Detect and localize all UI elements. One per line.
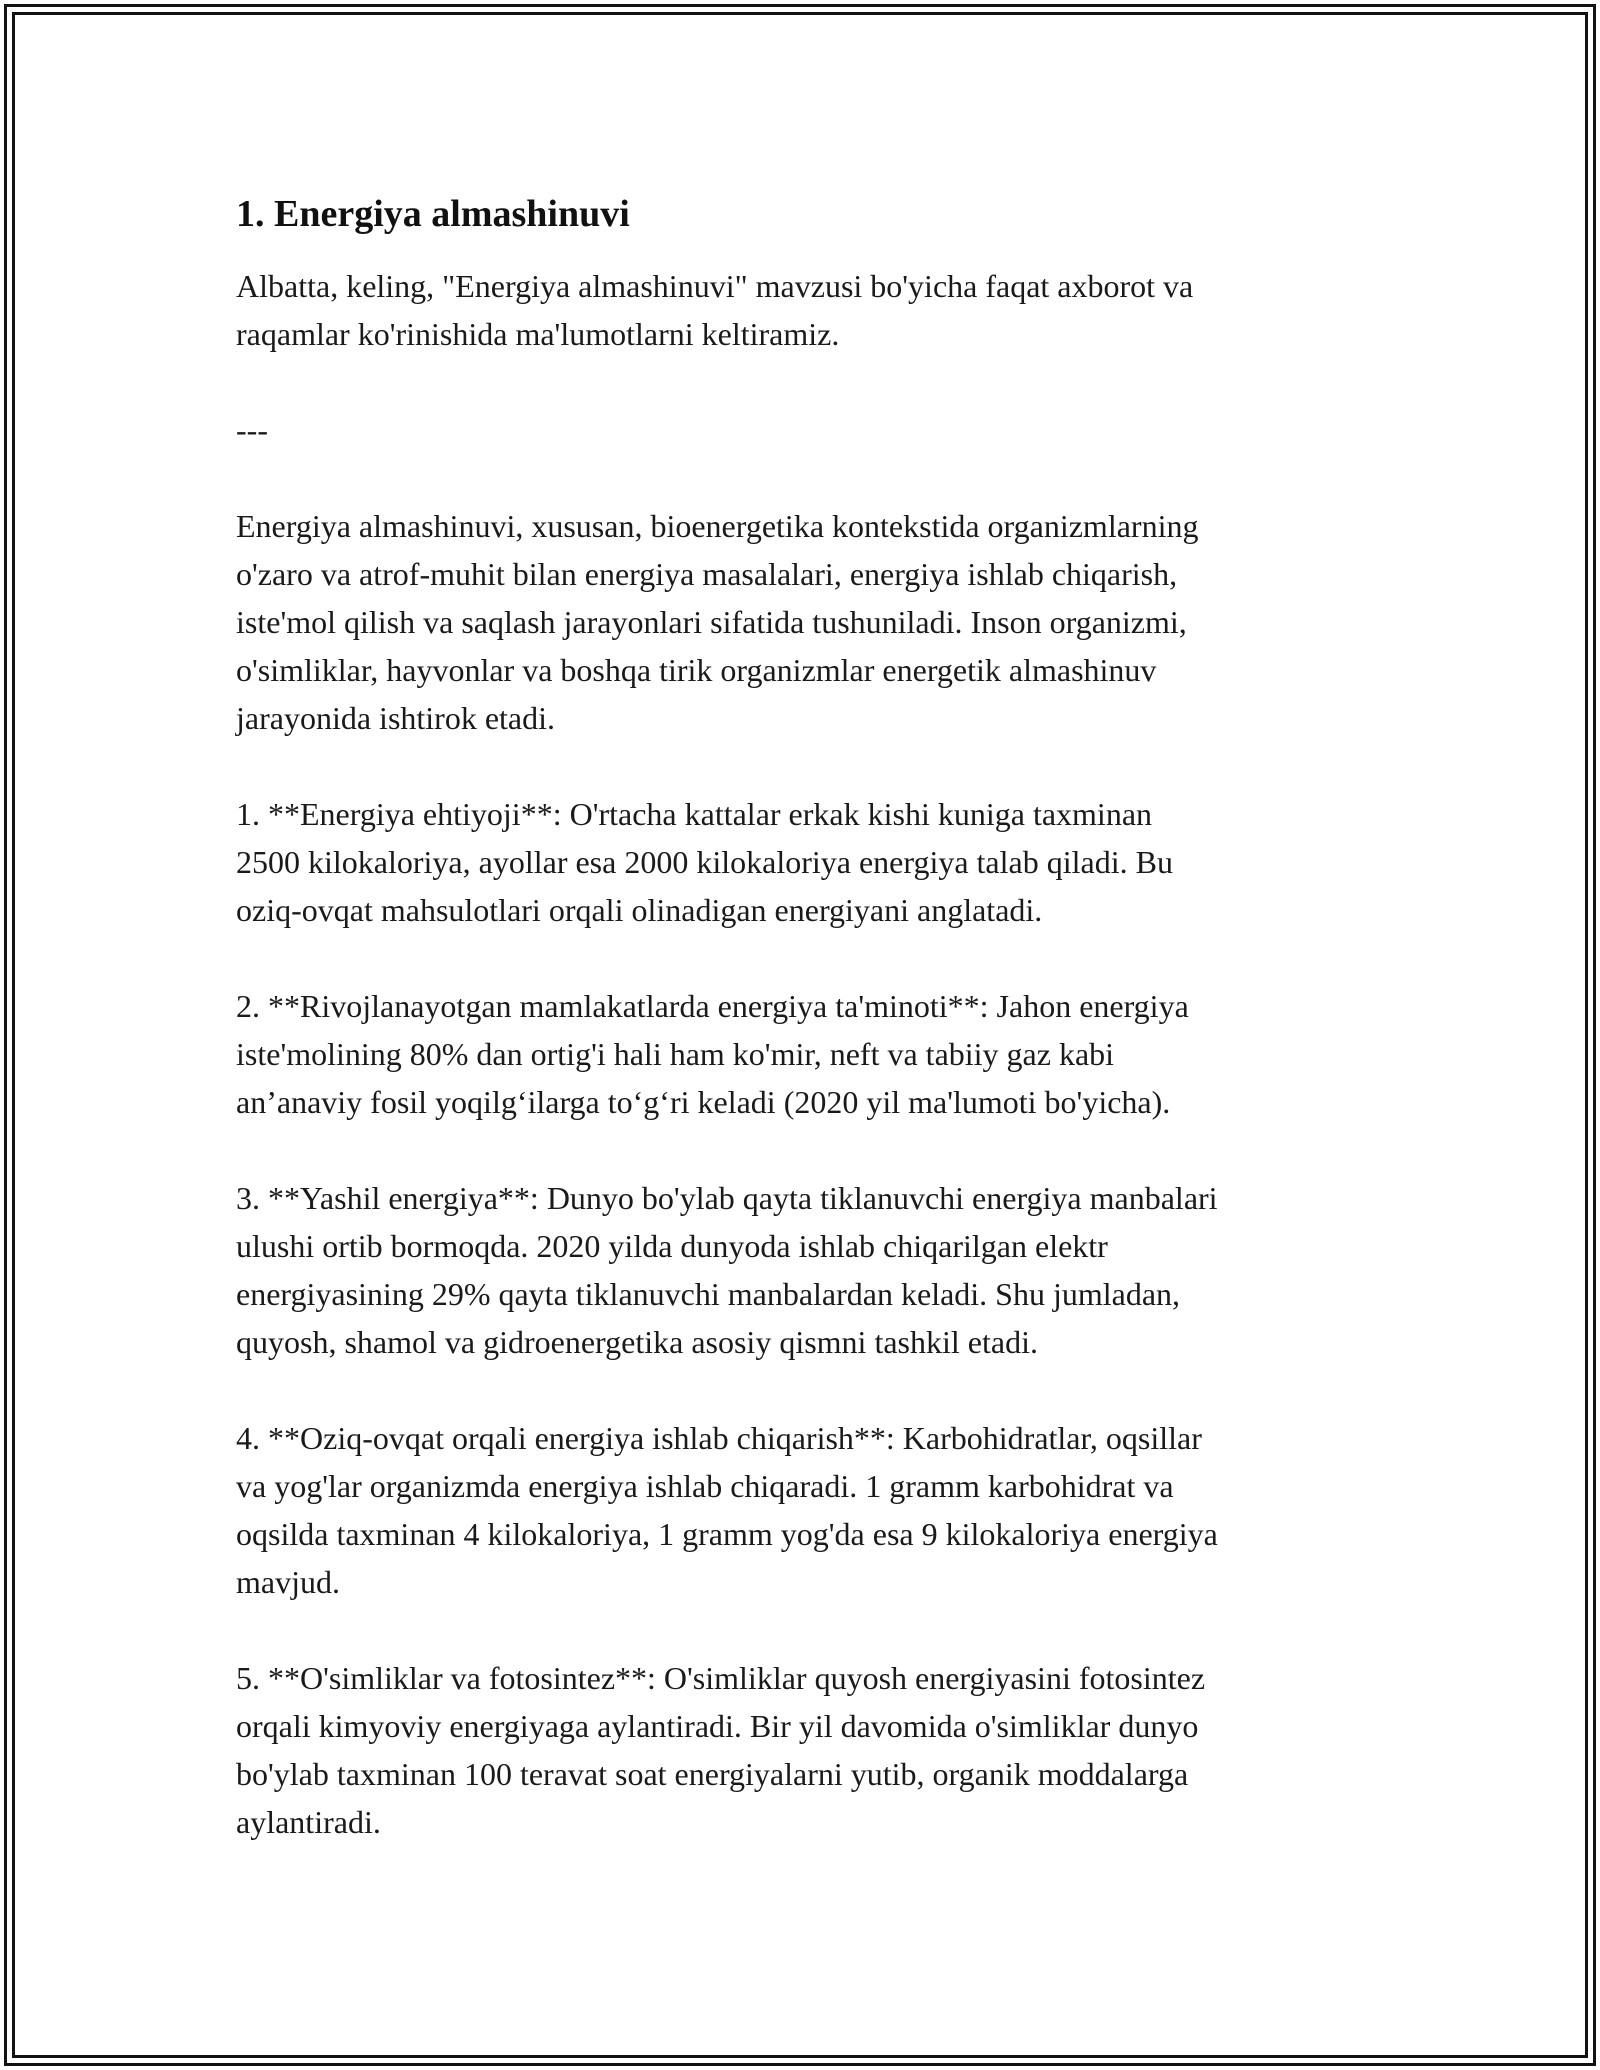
intro-paragraph: Albatta, keling, "Energiya almashinuvi" mavzusi bo'yicha faqat axborot va raqamlar ko'rinishida ma'lumotlarni keltiramiz. bbox=[236, 268, 1194, 352]
list-item-photosynthesis: 5. **O'simliklar va fotosintez**: O'simliklar quyosh energiyasini fotosintez orqali kimyoviy energiyaga aylantiradi. Bir yil davomida o'simliklar dunyo bo'ylab taxminan 100 teravat soat energiyalarni yutib, organik moddalarga aylantiradi. bbox=[236, 1660, 1206, 1840]
separator-line: --- bbox=[236, 412, 268, 448]
overview-paragraph: Energiya almashinuvi, xususan, bioenergetika kontekstida organizmlarning o'zaro va atrof-muhit bilan energiya masalalari, energiya ishlab chiqarish, iste'mol qilish va saqlash jarayonlari sifatida tushuniladi. Inson organizmi, o'simliklar, hayvonlar va boshqa tirik organizmlar energetik almashinuv jarayonida ishtirok etadi. bbox=[236, 508, 1199, 736]
document-title: 1. Energiya almashinuvi bbox=[236, 193, 630, 235]
list-item-green-energy: 3. **Yashil energiya**: Dunyo bo'ylab qayta tiklanuvchi energiya manbalari ulushi ortib bormoqda. 2020 yilda dunyoda ishlab chiqarilgan elektr energiyasining 29% qayta tiklanuvchi manbalardan keladi. Shu jumladan, quyosh, shamol va gidroenergetika asosiy qismni tashkil etadi. bbox=[236, 1180, 1218, 1360]
list-item-food-energy: 4. **Oziq-ovqat orqali energiya ishlab chiqarish**: Karbohidratlar, oqsillar va yog'lar organizmda energiya ishlab chiqaradi. 1 gramm karbohidrat va oqsilda taxminan 4 kilokaloriya, 1 gramm yog'da esa 9 kilokaloriya energiya mavjud. bbox=[236, 1420, 1218, 1600]
list-item-energy-need: 1. **Energiya ehtiyoji**: O'rtacha kattalar erkak kishi kuniga taxminan 2500 kilokaloriya, ayollar esa 2000 kilokaloriya energiya talab qiladi. Bu oziq-ovqat mahsulotlari orqali olinadigan energiyani anglatadi. bbox=[236, 796, 1173, 928]
list-item-energy-supply: 2. **Rivojlanayotgan mamlakatlarda energiya ta'minoti**: Jahon energiya iste'molining 80% dan ortig'i hali ham ko'mir, neft va tabiiy gaz kabi an’anaviy fosil yoqilg‘ilarga to‘g‘ri keladi (2020 yil ma'lumoti bo'yicha). bbox=[236, 988, 1189, 1120]
document-body bbox=[236, 186, 1376, 1894]
